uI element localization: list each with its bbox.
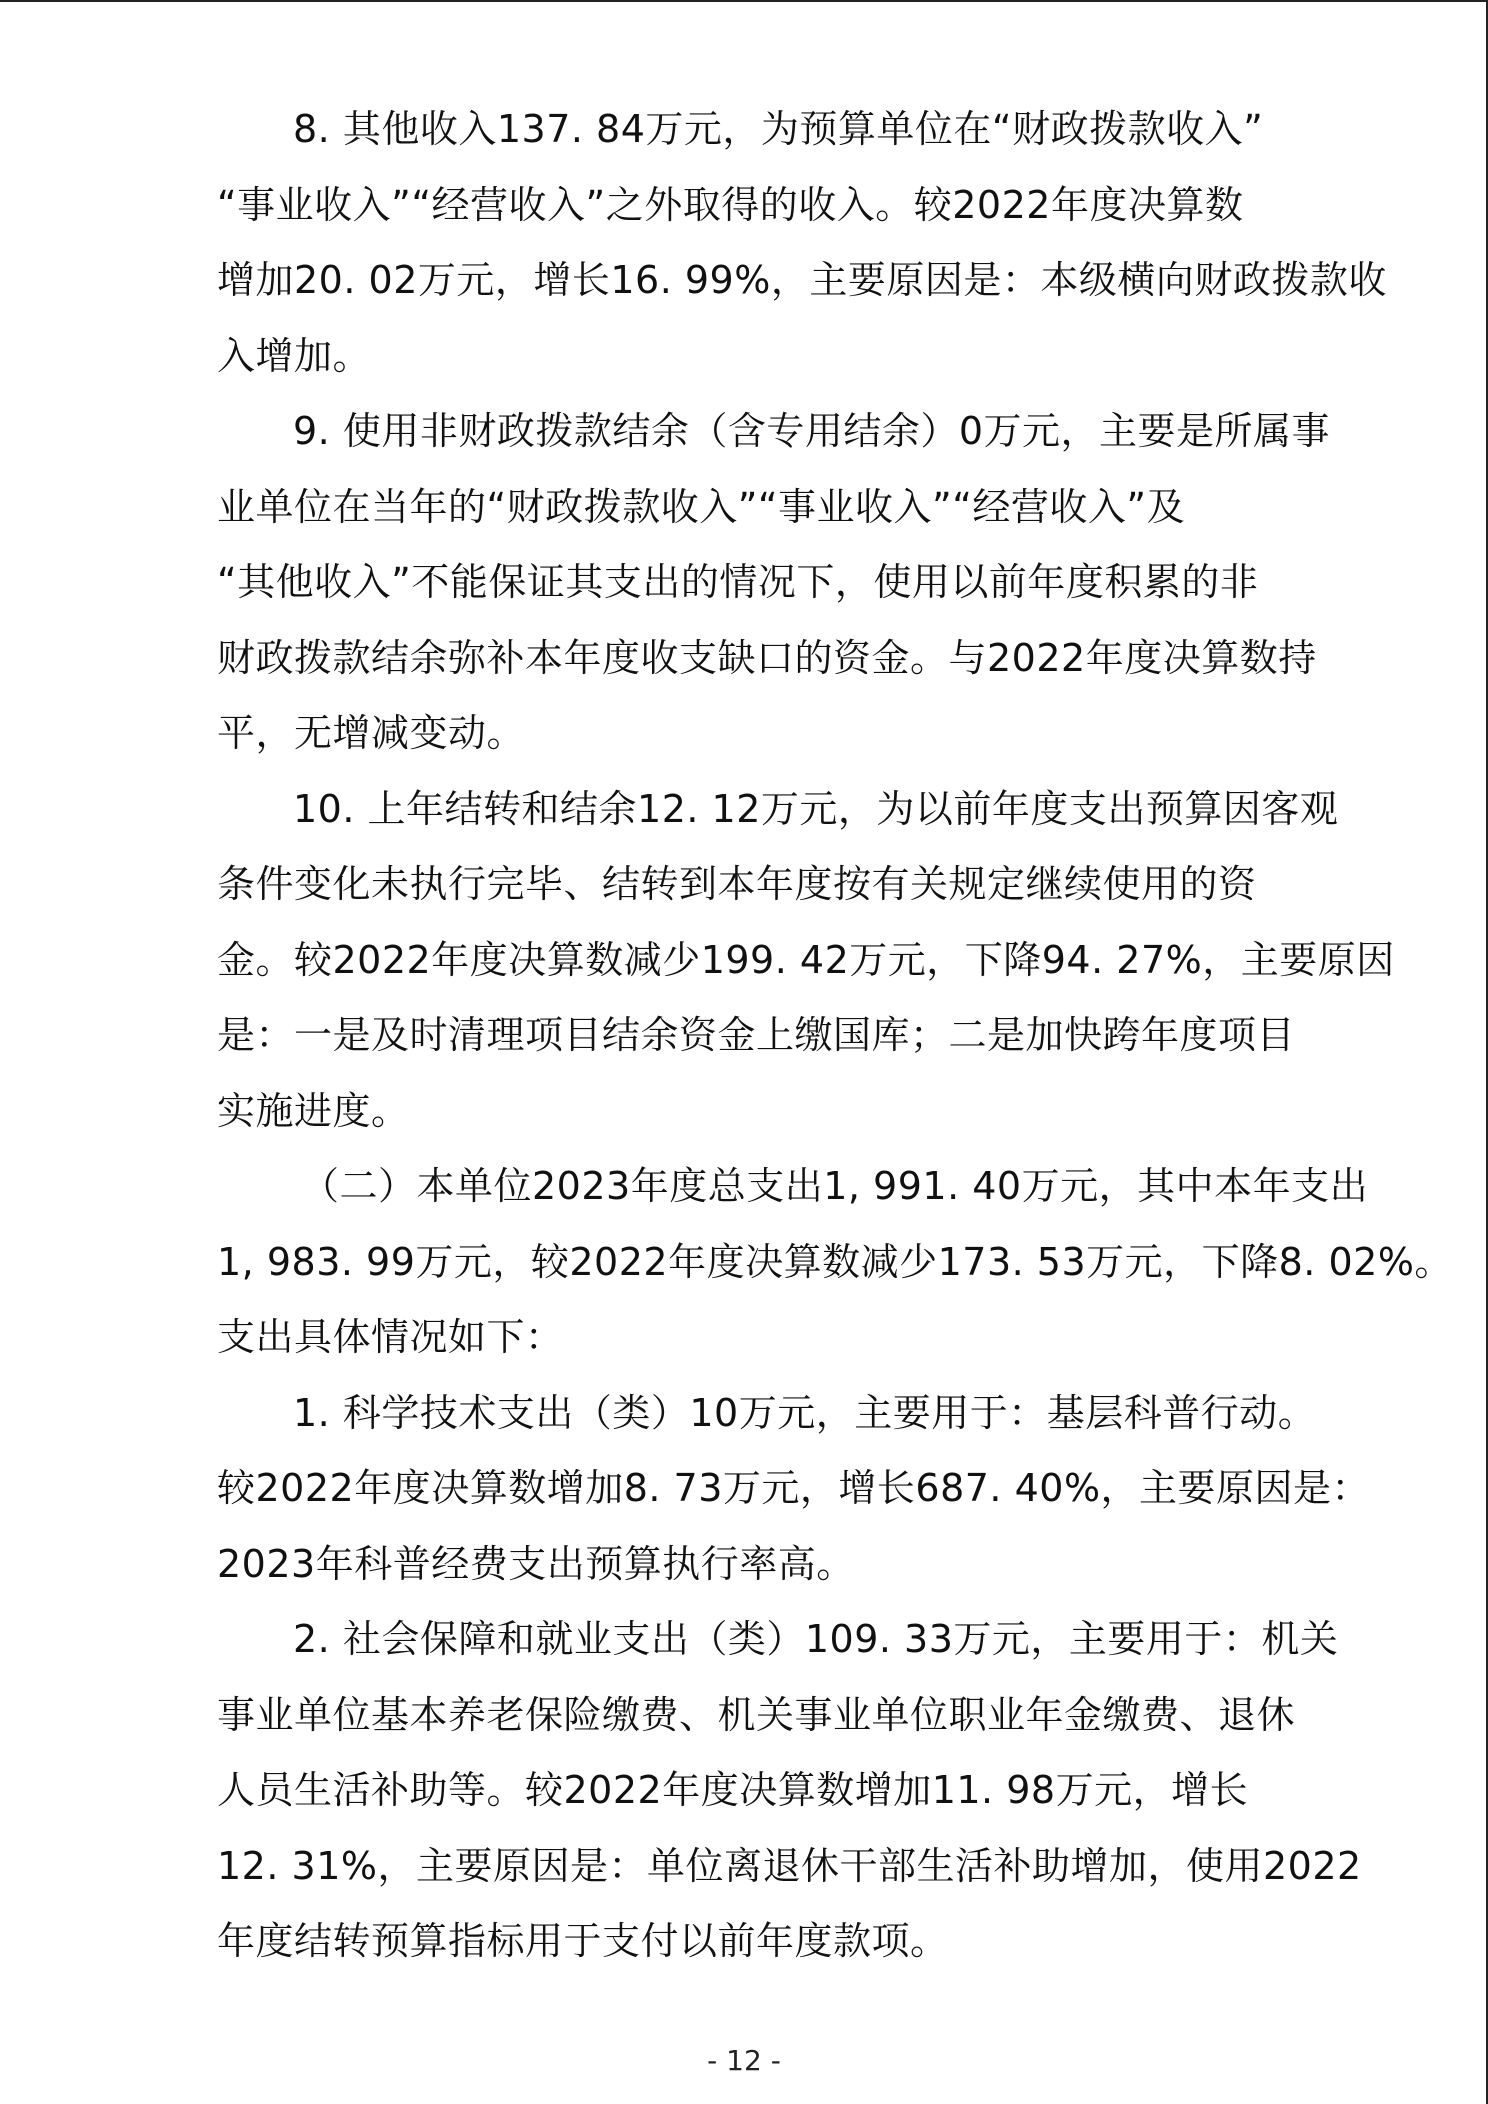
text-line: 12. 31%，主要原因是：单位离退休干部生活补助增加，使用2022 [217,1843,1362,1888]
text-line: 8. 其他收入137. 84万元，为预算单位在“财政拨款收入” [293,107,1264,151]
text-line: 年度结转预算指标用于支付以前年度款项。 [217,1919,949,1963]
text-line: 入增加。 [217,333,372,378]
text-line: 10. 上年结转和结余12. 12万元，为以前年度支出预算因客观 [293,786,1339,831]
text-line: “其他收入”不能保证其支出的情况下，使用以前年度积累的非 [217,560,1259,604]
text-line: 2. 社会保障和就业支出（类）109. 33万元，主要用于：机关 [293,1617,1339,1661]
text-line: 财政拨款结余弥补本年度收支缺口的资金。与2022年度决算数持 [217,635,1317,680]
text-line: 增加20. 02万元，增长16. 99%，主要原因是：本级横向财政拨款收 [217,258,1387,302]
text-line: 事业单位基本养老保险缴费、机关事业单位职业年金缴费、退休 [217,1692,1296,1737]
text-line: 较2022年度决算数增加8. 73万元，增长687. 40%，主要原因是： [217,1466,1371,1510]
text-line: “事业收入”“经营收入”之外取得的收入。较2022年度决算数 [217,182,1244,227]
text-line: 条件变化未执行完毕、结转到本年度按有关规定继续使用的资 [217,862,1257,906]
text-line: 1, 983. 99万元，较2022年度决算数减少173. 53万元，下降8. 02%。 [217,1239,1453,1284]
text-line: 1. 科学技术支出（类）10万元，主要用于：基层科普行动。 [293,1390,1317,1435]
page-top-border [0,0,1488,2]
text-line: 业单位在当年的“财政拨款收入”“事业收入”“经营收入”及 [217,484,1186,529]
text-line: 9. 使用非财政拨款结余（含专用结余）0万元，主要是所属事 [293,409,1331,453]
page-number: - 12 - [707,2044,781,2077]
document-body [217,92,1453,1980]
text-line: 人员生活补助等。较2022年度决算数增加11. 98万元，增长 [217,1768,1249,1812]
text-line: 2023年科普经费支出预算执行率高。 [217,1541,855,1586]
text-line: 平，无增减变动。 [217,711,526,755]
text-line: 是：一是及时清理项目结余资金上缴国库；二是加快跨年度项目 [217,1013,1296,1057]
text-line: 实施进度。 [217,1088,410,1133]
text-line: （二）本单位2023年度总支出1, 991. 40万元，其中本年支出 [301,1164,1369,1208]
text-line: 支出具体情况如下： [217,1315,564,1359]
text-line: 金。较2022年度决算数减少199. 42万元，下降94. 27%，主要原因 [217,937,1395,982]
